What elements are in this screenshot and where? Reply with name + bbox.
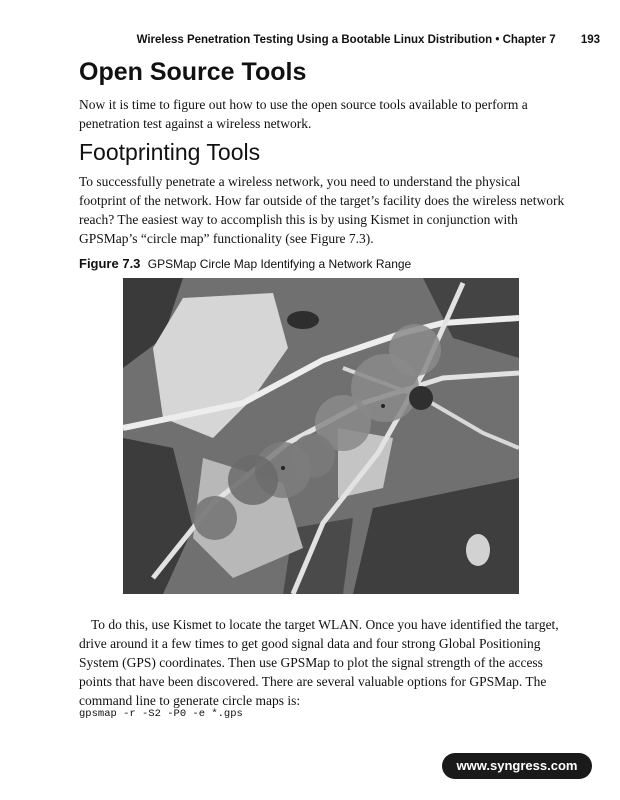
publisher-url-badge: www.syngress.com [442,753,592,779]
figure-caption [79,256,411,271]
gpsmap-circle-map-image [123,278,519,594]
section-heading-open-source-tools: Open Source Tools [79,58,307,86]
footprinting-paragraph: To successfully penetrate a wireless network, you need to understand the physical footprint of the network. How far outside of the target’s facility does the wireless network reach? The easiest way to accomplish this is by using Kismet in conjunction with GPSMap’s “circle map” functionality (see Figure 7.3). [79,174,565,246]
running-head-title: Wireless Penetration Testing Using a Bootable Linux Distribution • Chapter 7 [136,34,556,46]
figure-label: Figure 7.3 [79,256,141,271]
command-line-code: gpsmap -r -S2 -P0 -e *.gps [79,708,243,720]
intro-paragraph: Now it is time to figure out how to use the open source tools available to perform a penetration test against a wireless network. [79,97,528,131]
section-heading-footprinting-tools: Footprinting Tools [79,139,261,165]
procedure-paragraph: To do this, use Kismet to locate the target WLAN. Once you have identified the target, drive around it a few times to get good signal data and four strong Global Positioning System (GPS) coordinates. Then use GPSMap to plot the signal strength of the access points that have been discovered. There are several valuable options for GPSMap. The command line to generate circle maps is: [79,617,559,708]
page-number: 193 [580,34,600,46]
figure-caption-text: GPSMap Circle Map Identifying a Network Range [147,257,412,271]
running-head [0,34,600,46]
